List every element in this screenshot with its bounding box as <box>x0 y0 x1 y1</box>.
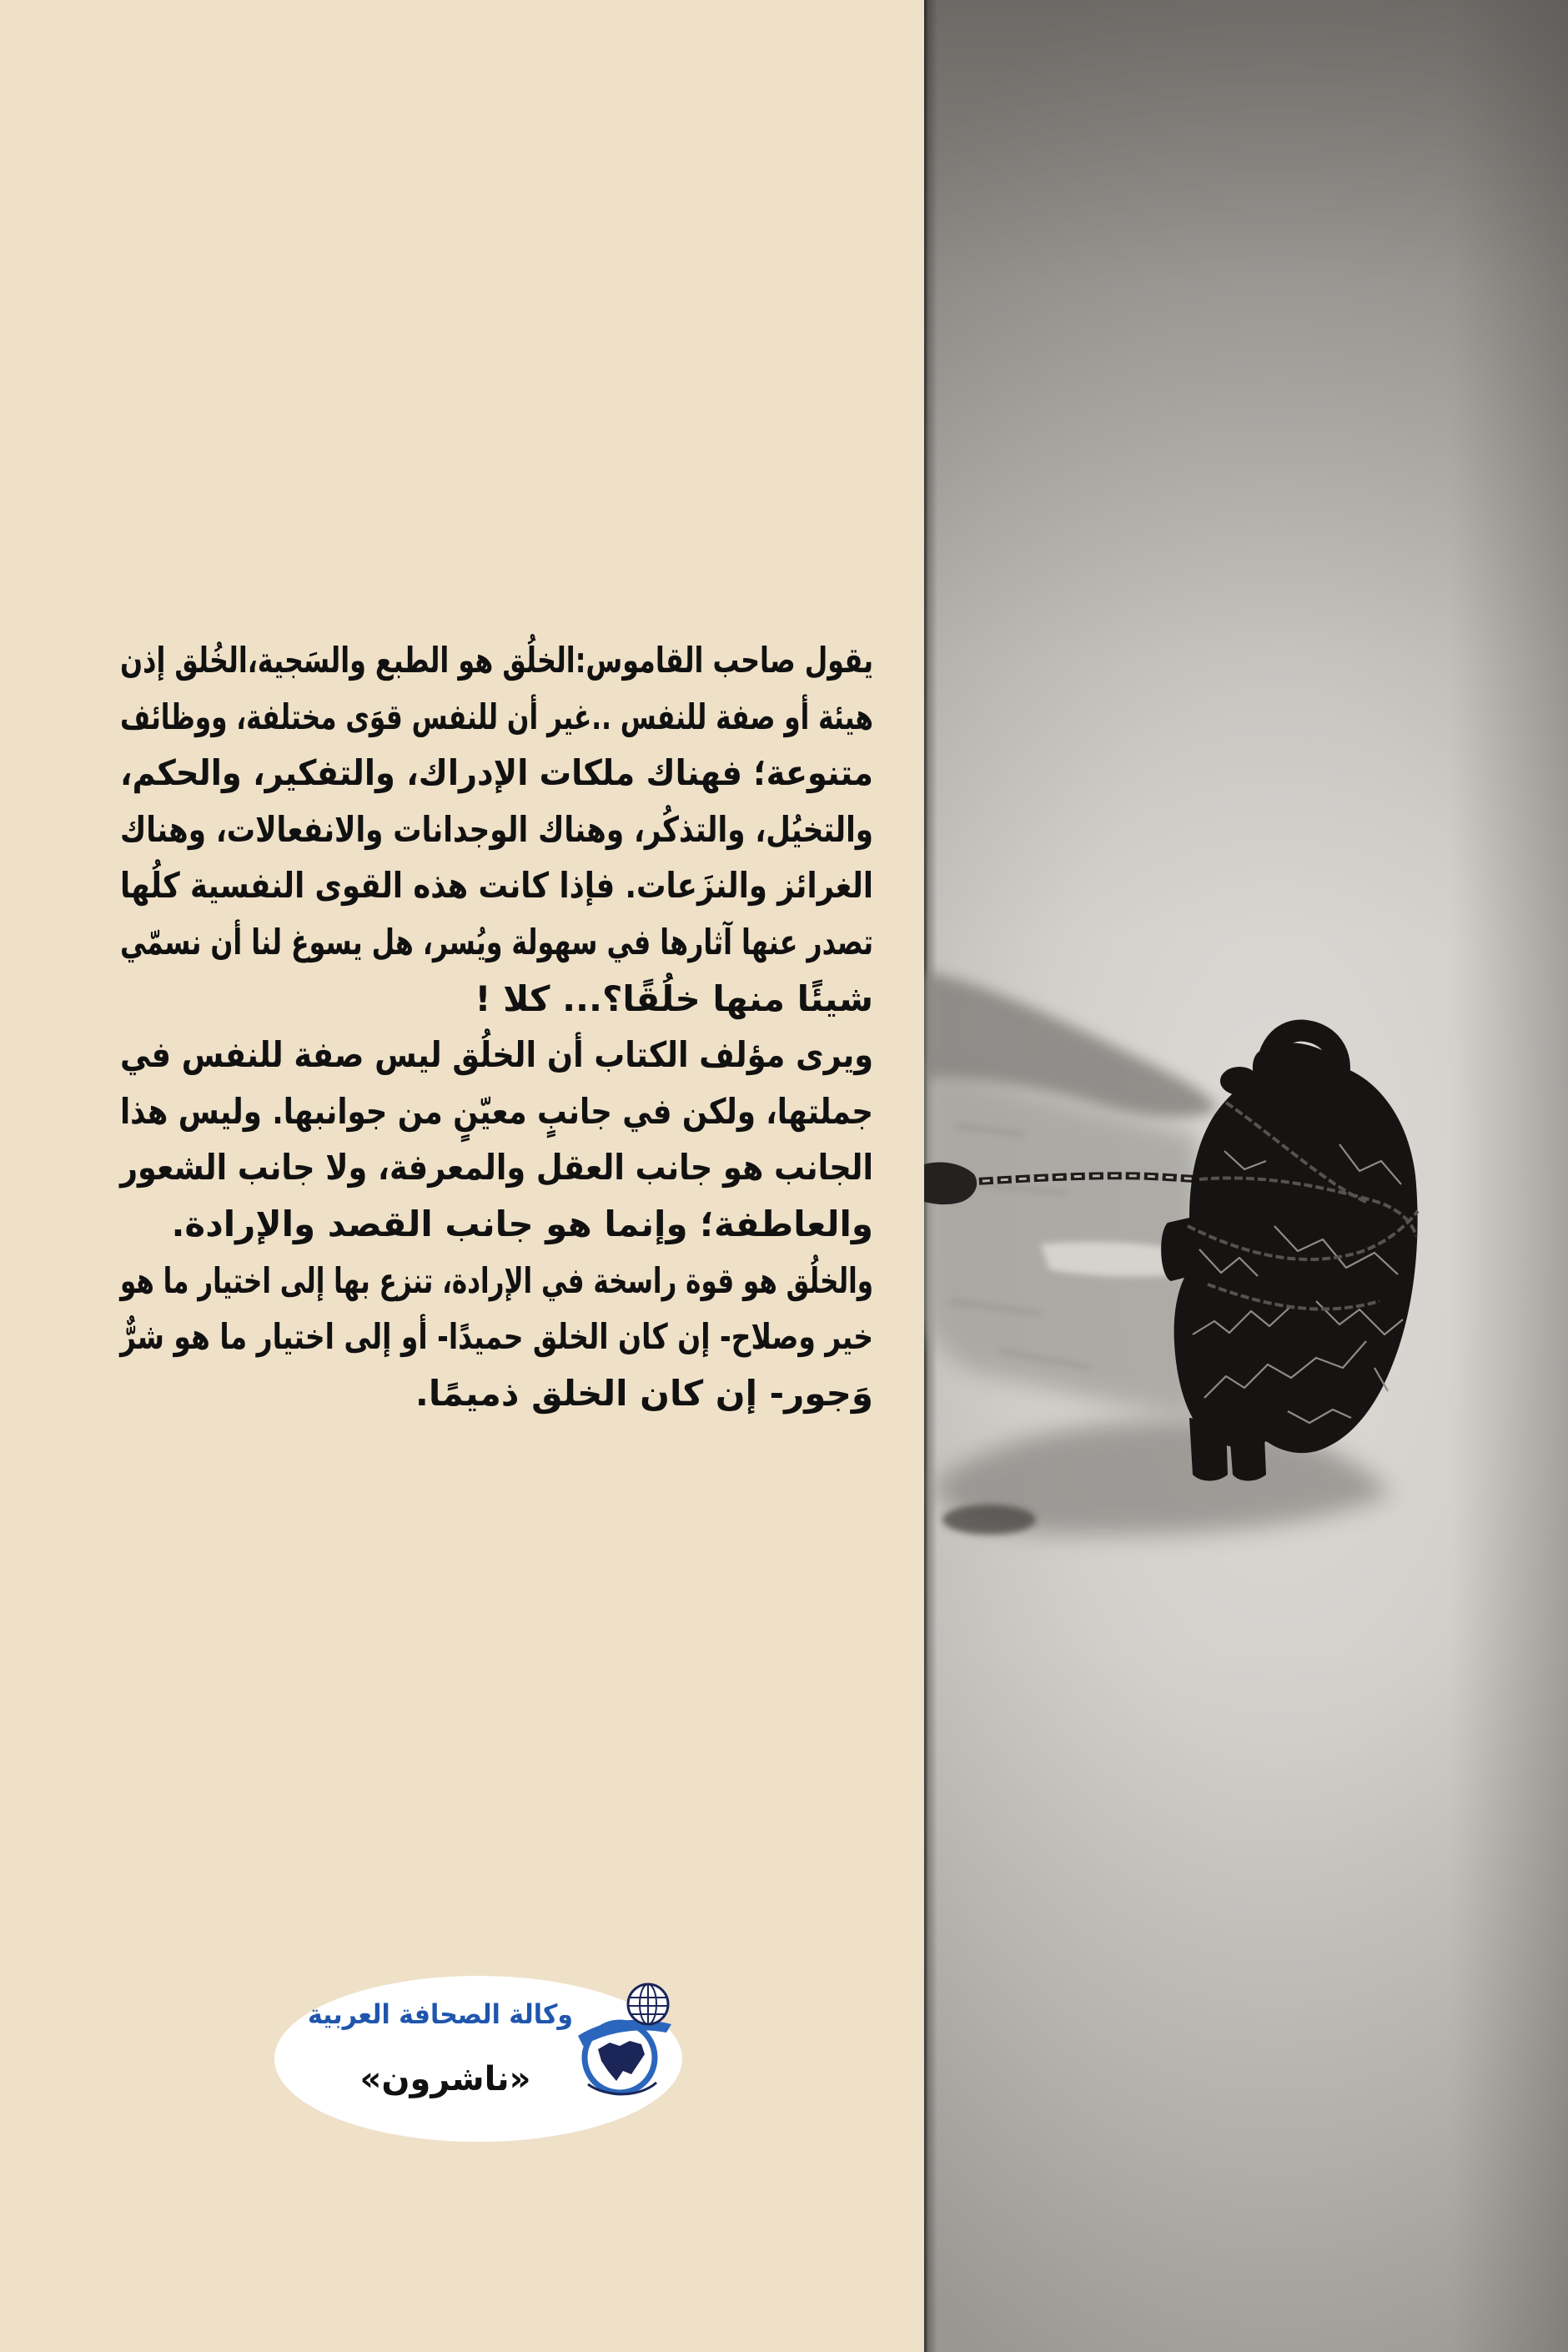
blurb-text <box>120 632 873 1421</box>
blurb-paragraph <box>120 1027 873 1252</box>
publisher-name: وكالة الصحافة العربية <box>307 1998 573 2030</box>
blurb-line: تصدر عنها آثارها في سهولة ويُسر، هل يسوغ لنا أن نسمّي <box>119 921 874 962</box>
cover-illustration-panel <box>924 0 1568 2352</box>
blurb-line: يقول صاحب القاموس:الخلُق هو الطبع والسَجية،الخُلق إذن <box>120 640 873 681</box>
blurb-line: الجانب هو جانب العقل والمعرفة، ولا جانب الشعور <box>119 1147 874 1189</box>
blurb-line: خير وصلاح- إن كان الخلق حميدًا- أو إلى اختيار ما هو شرٌّ <box>119 1316 874 1358</box>
blurb-line: ويرى مؤلف الكتاب أن الخلُق ليس صفة للنفس في <box>119 1034 873 1076</box>
blurb-line: شيئًا منها خلُقًا؟... كلا ! <box>475 977 873 1019</box>
heart-foot <box>1189 1418 1228 1481</box>
blurb-paragraph <box>120 632 873 1027</box>
blurb-line: والتخيُل، والتذكُر، وهناك الوجدانات والانفعالات، وهناك <box>119 808 874 850</box>
publisher-badge <box>274 1976 682 2142</box>
globe-logo-icon <box>573 1978 675 2103</box>
blurb-line: هيئة أو صفة للنفس ..غير أن للنفس قوَى مختلفة، ووظائف <box>120 696 873 737</box>
blurb-line: متنوعة؛ فهناك ملكات الإدراك، والتفكير، والحكم، <box>119 752 874 794</box>
logo-globe <box>628 1984 668 2024</box>
shadow-blotch <box>942 1505 1036 1535</box>
blurb-paragraph <box>120 1253 873 1422</box>
dust-cloud-main <box>924 1068 1199 1418</box>
blurb-line: الغرائز والنزَعات. فإذا كانت هذه القوى النفسية كلُها <box>119 865 873 907</box>
chained-heart-illustration <box>924 0 1568 2352</box>
blurb-line: والعاطفة؛ وإنما هو جانب القصد والإرادة. <box>171 1203 873 1244</box>
blurb-line: جملتها، ولكن في جانبٍ معيّنٍ من جوانبها. وليس هذا <box>120 1090 874 1132</box>
blurb-line: والخلُق هو قوة راسخة في الإرادة، تنزع بها إلى اختيار ما هو <box>119 1259 874 1301</box>
heart-foot <box>1229 1431 1266 1481</box>
blurb-line: وَجور- إن كان الخلق ذميمًا. <box>415 1372 873 1414</box>
publisher-tagline: «ناشرون» <box>359 2060 531 2098</box>
